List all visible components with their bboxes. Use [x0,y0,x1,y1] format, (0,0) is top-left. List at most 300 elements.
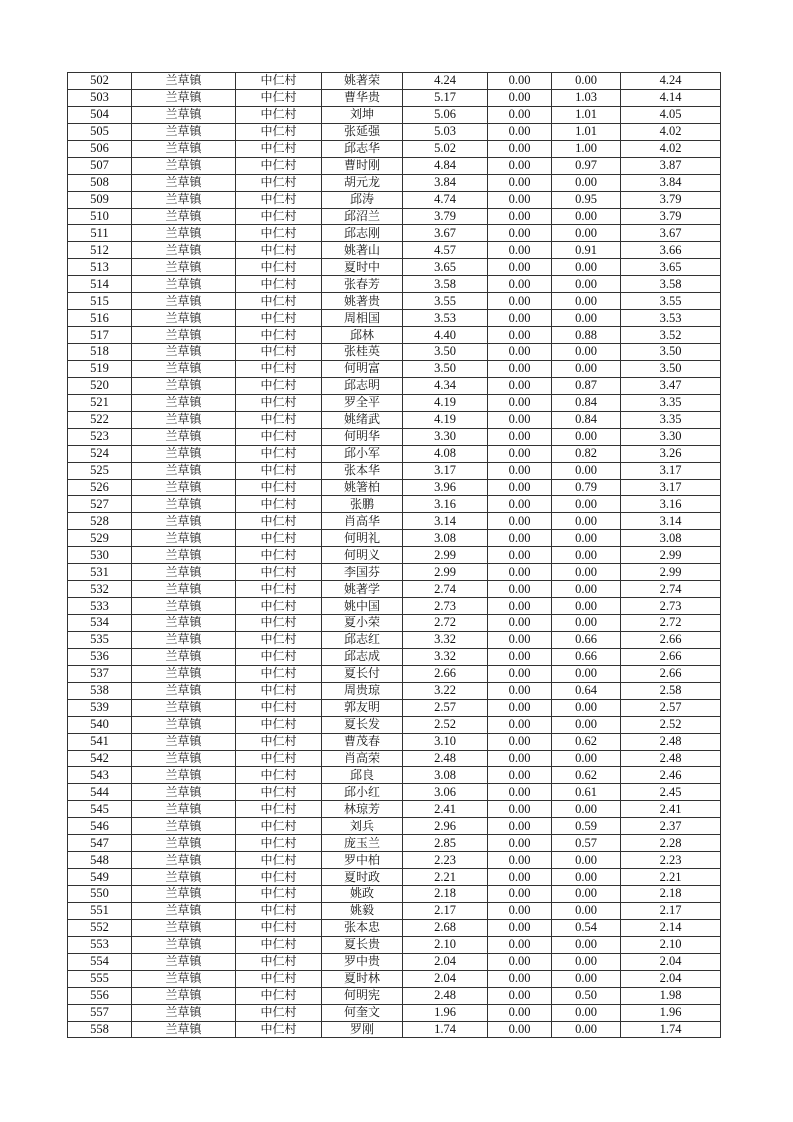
village-cell: 中仁村 [236,835,322,852]
row-number: 511 [68,225,132,242]
value-d-cell: 2.74 [621,581,721,598]
value-d-cell: 4.02 [621,140,721,157]
name-cell: 张桂英 [322,344,403,361]
name-cell: 邱志华 [322,140,403,157]
value-b-cell: 0.00 [488,394,552,411]
value-d-cell: 2.48 [621,733,721,750]
value-b-cell: 0.00 [488,293,552,310]
value-a-cell: 4.19 [403,394,488,411]
value-c-cell: 0.00 [552,547,621,564]
value-a-cell: 4.08 [403,445,488,462]
value-a-cell: 2.74 [403,581,488,598]
town-cell: 兰草镇 [132,801,236,818]
value-a-cell: 4.34 [403,377,488,394]
town-cell: 兰草镇 [132,242,236,259]
value-c-cell: 0.00 [552,953,621,970]
value-c-cell: 0.00 [552,1021,621,1038]
table-row [68,936,721,953]
town-cell: 兰草镇 [132,259,236,276]
row-number: 549 [68,869,132,886]
village-cell: 中仁村 [236,648,322,665]
value-b-cell: 0.00 [488,835,552,852]
value-a-cell: 2.41 [403,801,488,818]
table-row [68,902,721,919]
row-number: 524 [68,445,132,462]
village-cell: 中仁村 [236,530,322,547]
table-row [68,327,721,344]
town-cell: 兰草镇 [132,869,236,886]
village-cell: 中仁村 [236,682,322,699]
value-c-cell: 0.00 [552,513,621,530]
row-number: 547 [68,835,132,852]
value-d-cell: 2.72 [621,615,721,632]
value-a-cell: 3.32 [403,648,488,665]
row-number: 544 [68,784,132,801]
value-b-cell: 0.00 [488,902,552,919]
town-cell: 兰草镇 [132,276,236,293]
row-number: 509 [68,191,132,208]
value-b-cell: 0.00 [488,157,552,174]
name-cell: 张本忠 [322,919,403,936]
value-b-cell: 0.00 [488,225,552,242]
value-d-cell: 3.08 [621,530,721,547]
row-number: 505 [68,123,132,140]
village-cell: 中仁村 [236,327,322,344]
town-cell: 兰草镇 [132,615,236,632]
town-cell: 兰草镇 [132,598,236,615]
row-number: 542 [68,750,132,767]
table-row [68,513,721,530]
village-cell: 中仁村 [236,665,322,682]
value-d-cell: 3.16 [621,496,721,513]
name-cell: 张延强 [322,123,403,140]
row-number: 541 [68,733,132,750]
value-d-cell: 3.50 [621,360,721,377]
value-b-cell: 0.00 [488,174,552,191]
name-cell: 刘坤 [322,106,403,123]
town-cell: 兰草镇 [132,327,236,344]
value-a-cell: 3.84 [403,174,488,191]
town-cell: 兰草镇 [132,344,236,361]
value-d-cell: 1.74 [621,1021,721,1038]
town-cell: 兰草镇 [132,106,236,123]
value-d-cell: 4.24 [621,73,721,90]
town-cell: 兰草镇 [132,496,236,513]
value-a-cell: 2.18 [403,886,488,903]
name-cell: 邱志红 [322,631,403,648]
table-row [68,818,721,835]
value-d-cell: 3.79 [621,191,721,208]
row-number: 521 [68,394,132,411]
row-number: 558 [68,1021,132,1038]
name-cell: 何明华 [322,428,403,445]
value-d-cell: 2.21 [621,869,721,886]
value-a-cell: 2.68 [403,919,488,936]
value-b-cell: 0.00 [488,344,552,361]
value-a-cell: 4.74 [403,191,488,208]
name-cell: 姚著学 [322,581,403,598]
town-cell: 兰草镇 [132,73,236,90]
table-row [68,140,721,157]
value-a-cell: 5.02 [403,140,488,157]
value-d-cell: 2.28 [621,835,721,852]
village-cell: 中仁村 [236,428,322,445]
value-c-cell: 0.00 [552,496,621,513]
row-number: 553 [68,936,132,953]
table-row [68,631,721,648]
value-c-cell: 0.00 [552,174,621,191]
value-d-cell: 2.14 [621,919,721,936]
table-row [68,174,721,191]
table-row [68,428,721,445]
town-cell: 兰草镇 [132,123,236,140]
village-cell: 中仁村 [236,581,322,598]
value-d-cell: 2.99 [621,547,721,564]
value-c-cell: 1.00 [552,140,621,157]
table-row [68,445,721,462]
town-cell: 兰草镇 [132,784,236,801]
name-cell: 姚政 [322,886,403,903]
table-row [68,598,721,615]
value-b-cell: 0.00 [488,953,552,970]
value-c-cell: 0.62 [552,733,621,750]
row-number: 529 [68,530,132,547]
value-d-cell: 2.66 [621,631,721,648]
value-c-cell: 0.00 [552,1004,621,1021]
row-number: 546 [68,818,132,835]
value-b-cell: 0.00 [488,208,552,225]
village-cell: 中仁村 [236,886,322,903]
value-a-cell: 3.22 [403,682,488,699]
table-row [68,225,721,242]
name-cell: 曹茂春 [322,733,403,750]
value-a-cell: 5.17 [403,89,488,106]
row-number: 531 [68,564,132,581]
village-cell: 中仁村 [236,191,322,208]
row-number: 532 [68,581,132,598]
village-cell: 中仁村 [236,1021,322,1038]
value-a-cell: 4.84 [403,157,488,174]
village-cell: 中仁村 [236,411,322,428]
value-b-cell: 0.00 [488,1021,552,1038]
table-row [68,310,721,327]
value-d-cell: 3.14 [621,513,721,530]
value-a-cell: 2.85 [403,835,488,852]
value-b-cell: 0.00 [488,852,552,869]
value-b-cell: 0.00 [488,716,552,733]
row-number: 508 [68,174,132,191]
name-cell: 李国芬 [322,564,403,581]
value-c-cell: 0.00 [552,310,621,327]
value-b-cell: 0.00 [488,140,552,157]
village-cell: 中仁村 [236,987,322,1004]
table-row [68,89,721,106]
value-d-cell: 3.67 [621,225,721,242]
village-cell: 中仁村 [236,784,322,801]
value-d-cell: 3.35 [621,394,721,411]
row-number: 540 [68,716,132,733]
name-cell: 姚著山 [322,242,403,259]
name-cell: 罗中贵 [322,953,403,970]
value-c-cell: 0.00 [552,869,621,886]
village-cell: 中仁村 [236,310,322,327]
value-a-cell: 2.99 [403,547,488,564]
value-b-cell: 0.00 [488,818,552,835]
value-d-cell: 3.52 [621,327,721,344]
town-cell: 兰草镇 [132,174,236,191]
name-cell: 周贵琼 [322,682,403,699]
value-b-cell: 0.00 [488,767,552,784]
town-cell: 兰草镇 [132,360,236,377]
name-cell: 何明礼 [322,530,403,547]
value-a-cell: 4.19 [403,411,488,428]
name-cell: 肖高荣 [322,750,403,767]
value-b-cell: 0.00 [488,327,552,344]
name-cell: 张本华 [322,462,403,479]
row-number: 554 [68,953,132,970]
name-cell: 夏长付 [322,665,403,682]
value-a-cell: 2.21 [403,869,488,886]
value-c-cell: 0.61 [552,784,621,801]
row-number: 519 [68,360,132,377]
table-row [68,276,721,293]
row-number: 514 [68,276,132,293]
table-row [68,344,721,361]
table-row [68,767,721,784]
value-a-cell: 3.14 [403,513,488,530]
village-cell: 中仁村 [236,344,322,361]
value-a-cell: 3.16 [403,496,488,513]
value-a-cell: 3.96 [403,479,488,496]
value-c-cell: 0.88 [552,327,621,344]
row-number: 534 [68,615,132,632]
value-d-cell: 3.35 [621,411,721,428]
name-cell: 何奎文 [322,1004,403,1021]
row-number: 537 [68,665,132,682]
name-cell: 夏长贵 [322,936,403,953]
town-cell: 兰草镇 [132,750,236,767]
table-row [68,665,721,682]
value-c-cell: 0.57 [552,835,621,852]
row-number: 538 [68,682,132,699]
value-d-cell: 2.41 [621,801,721,818]
table-row [68,73,721,90]
value-a-cell: 3.10 [403,733,488,750]
name-cell: 夏长发 [322,716,403,733]
value-b-cell: 0.00 [488,496,552,513]
village-cell: 中仁村 [236,767,322,784]
value-c-cell: 0.62 [552,767,621,784]
value-b-cell: 0.00 [488,750,552,767]
table-row [68,479,721,496]
row-number: 545 [68,801,132,818]
village-cell: 中仁村 [236,733,322,750]
value-d-cell: 3.26 [621,445,721,462]
village-cell: 中仁村 [236,919,322,936]
value-c-cell: 0.00 [552,750,621,767]
value-a-cell: 4.57 [403,242,488,259]
row-number: 556 [68,987,132,1004]
town-cell: 兰草镇 [132,462,236,479]
town-cell: 兰草镇 [132,479,236,496]
value-a-cell: 2.04 [403,970,488,987]
value-a-cell: 2.73 [403,598,488,615]
village-cell: 中仁村 [236,462,322,479]
village-cell: 中仁村 [236,293,322,310]
table-row [68,835,721,852]
value-a-cell: 5.03 [403,123,488,140]
table-row [68,564,721,581]
row-number: 512 [68,242,132,259]
town-cell: 兰草镇 [132,733,236,750]
town-cell: 兰草镇 [132,411,236,428]
value-d-cell: 2.57 [621,699,721,716]
value-a-cell: 2.66 [403,665,488,682]
value-c-cell: 0.79 [552,479,621,496]
town-cell: 兰草镇 [132,987,236,1004]
name-cell: 邱志成 [322,648,403,665]
name-cell: 夏小荣 [322,615,403,632]
value-c-cell: 0.00 [552,344,621,361]
village-cell: 中仁村 [236,89,322,106]
value-b-cell: 0.00 [488,479,552,496]
value-a-cell: 3.65 [403,259,488,276]
table-row [68,394,721,411]
village-cell: 中仁村 [236,547,322,564]
town-cell: 兰草镇 [132,1004,236,1021]
row-number: 503 [68,89,132,106]
value-b-cell: 0.00 [488,377,552,394]
value-c-cell: 0.50 [552,987,621,1004]
name-cell: 曹时刚 [322,157,403,174]
village-cell: 中仁村 [236,479,322,496]
row-number: 523 [68,428,132,445]
village-cell: 中仁村 [236,970,322,987]
value-d-cell: 4.14 [621,89,721,106]
value-d-cell: 2.04 [621,953,721,970]
row-number: 533 [68,598,132,615]
town-cell: 兰草镇 [132,445,236,462]
table-body [68,73,721,1038]
name-cell: 曹华贵 [322,89,403,106]
table-row [68,191,721,208]
name-cell: 何明富 [322,360,403,377]
value-a-cell: 2.23 [403,852,488,869]
value-a-cell: 2.48 [403,750,488,767]
value-c-cell: 0.00 [552,665,621,682]
value-b-cell: 0.00 [488,801,552,818]
value-a-cell: 2.10 [403,936,488,953]
value-b-cell: 0.00 [488,513,552,530]
town-cell: 兰草镇 [132,936,236,953]
village-cell: 中仁村 [236,106,322,123]
table-row [68,716,721,733]
row-number: 510 [68,208,132,225]
value-a-cell: 2.57 [403,699,488,716]
table-row [68,1004,721,1021]
value-b-cell: 0.00 [488,631,552,648]
value-a-cell: 3.79 [403,208,488,225]
value-d-cell: 3.66 [621,242,721,259]
value-a-cell: 2.48 [403,987,488,1004]
name-cell: 夏时中 [322,259,403,276]
village-cell: 中仁村 [236,750,322,767]
value-d-cell: 3.17 [621,479,721,496]
name-cell: 邱志刚 [322,225,403,242]
row-number: 536 [68,648,132,665]
name-cell: 肖高华 [322,513,403,530]
village-cell: 中仁村 [236,902,322,919]
village-cell: 中仁村 [236,242,322,259]
village-cell: 中仁村 [236,801,322,818]
table-row [68,581,721,598]
value-b-cell: 0.00 [488,648,552,665]
value-a-cell: 3.32 [403,631,488,648]
value-c-cell: 0.00 [552,462,621,479]
row-number: 517 [68,327,132,344]
table-row [68,360,721,377]
town-cell: 兰草镇 [132,852,236,869]
value-a-cell: 3.30 [403,428,488,445]
name-cell: 周相国 [322,310,403,327]
value-a-cell: 2.52 [403,716,488,733]
value-a-cell: 1.74 [403,1021,488,1038]
value-c-cell: 0.84 [552,411,621,428]
name-cell: 邱志明 [322,377,403,394]
row-number: 551 [68,902,132,919]
row-number: 528 [68,513,132,530]
value-d-cell: 2.37 [621,818,721,835]
name-cell: 邱沼兰 [322,208,403,225]
town-cell: 兰草镇 [132,564,236,581]
value-d-cell: 2.23 [621,852,721,869]
value-d-cell: 3.58 [621,276,721,293]
name-cell: 郭友明 [322,699,403,716]
table-row [68,970,721,987]
value-d-cell: 3.30 [621,428,721,445]
village-cell: 中仁村 [236,699,322,716]
value-a-cell: 2.17 [403,902,488,919]
town-cell: 兰草镇 [132,682,236,699]
value-c-cell: 0.00 [552,225,621,242]
value-c-cell: 0.66 [552,648,621,665]
village-cell: 中仁村 [236,208,322,225]
value-b-cell: 0.00 [488,936,552,953]
value-d-cell: 3.79 [621,208,721,225]
town-cell: 兰草镇 [132,919,236,936]
village-cell: 中仁村 [236,276,322,293]
table-row [68,615,721,632]
value-d-cell: 2.52 [621,716,721,733]
value-d-cell: 2.99 [621,564,721,581]
table-row [68,699,721,716]
value-c-cell: 0.66 [552,631,621,648]
value-a-cell: 2.99 [403,564,488,581]
row-number: 526 [68,479,132,496]
value-c-cell: 0.00 [552,852,621,869]
town-cell: 兰草镇 [132,886,236,903]
value-b-cell: 0.00 [488,242,552,259]
village-cell: 中仁村 [236,564,322,581]
table-row [68,869,721,886]
row-number: 548 [68,852,132,869]
value-d-cell: 2.66 [621,665,721,682]
town-cell: 兰草镇 [132,191,236,208]
value-b-cell: 0.00 [488,784,552,801]
table-row [68,259,721,276]
value-b-cell: 0.00 [488,310,552,327]
table-row [68,801,721,818]
